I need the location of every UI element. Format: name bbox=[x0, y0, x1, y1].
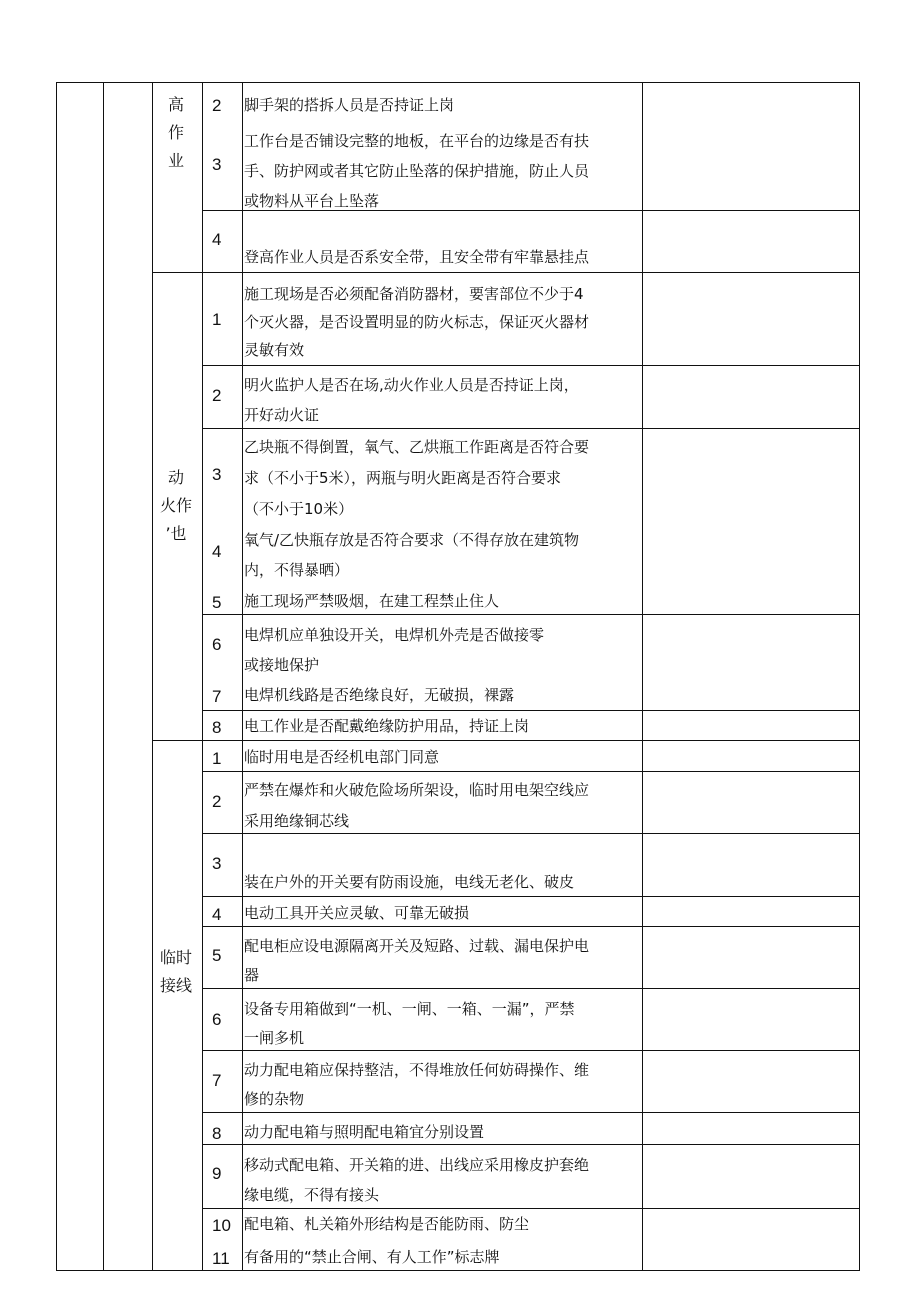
item-text: 配电柜应设电源隔离开关及短路、过载、漏电保护电 器 bbox=[244, 937, 590, 984]
item-text: 配电箱、札关箱外形结构是否能防雨、防尘 bbox=[244, 1215, 530, 1233]
grid-line-v bbox=[642, 82, 643, 1271]
item-text: 登高作业人员是否系安全带，且安全带有牢靠悬挂点 bbox=[244, 248, 590, 266]
item-number: 3 bbox=[212, 155, 222, 174]
item-number: 4 bbox=[212, 542, 222, 561]
grid-line-h bbox=[202, 896, 860, 897]
grid-line-h bbox=[152, 740, 860, 741]
item-number: 4 bbox=[212, 905, 222, 924]
item-text: 电动工具开关应灵敏、可靠无破损 bbox=[244, 904, 470, 922]
item-number: 7 bbox=[212, 687, 222, 706]
grid-line-h bbox=[152, 272, 860, 273]
item-text: 移动式配电箱、开关箱的进、出线应采用橡皮护套绝 缘电缆，不得有接头 bbox=[244, 1156, 590, 1204]
grid-line-h bbox=[56, 1270, 860, 1271]
item-text: 设备专用箱做到“一机、一闸、一箱、一漏”，严禁 一闸多机 bbox=[244, 1000, 575, 1047]
category-hot-work: 动 火作 ’也 bbox=[159, 468, 192, 543]
item-text: 装在户外的开关要有防雨设施，电线无老化、破皮 bbox=[244, 873, 575, 891]
item-number: 11 bbox=[212, 1249, 230, 1268]
item-text: 有备用的“禁止合闸、有人工作”标志牌 bbox=[244, 1248, 500, 1266]
item-text: 乙块瓶不得倒置，氧气、乙烘瓶工作距离是否符合要 求（不小于5米），两瓶与明火距离是否符合要求 （不小于10米） bbox=[244, 438, 590, 518]
item-text: 临时用电是否经机电部门同意 bbox=[244, 748, 440, 766]
item-text: 工作台是否铺设完整的地板，在平台的边缘是否有扶 手、防护网或者其它防止坠落的保护措施，防止人员 或物料从平台上坠落 bbox=[244, 132, 590, 210]
item-number: 8 bbox=[212, 1124, 222, 1143]
item-text: 电焊机线路是否绝缘良好，无破损，裸露 bbox=[244, 686, 515, 704]
item-number: 6 bbox=[212, 1010, 222, 1029]
item-text: 电焊机应单独设开关，电焊机外壳是否做接零 或接地保护 bbox=[244, 626, 545, 674]
item-number: 7 bbox=[212, 1071, 222, 1090]
grid-line-v bbox=[202, 82, 203, 1271]
grid-line-h bbox=[56, 82, 860, 83]
item-number: 5 bbox=[212, 593, 222, 612]
item-number: 8 bbox=[212, 718, 222, 737]
item-text: 动力配电箱应保持整洁，不得堆放任何妨碍操作、维 修的杂物 bbox=[244, 1061, 590, 1108]
item-number: 2 bbox=[212, 386, 222, 405]
item-number: 9 bbox=[212, 1164, 222, 1183]
grid-line-v bbox=[152, 82, 153, 1271]
item-number: 5 bbox=[212, 946, 222, 965]
grid-line-h bbox=[202, 365, 860, 366]
category-temp-wiring: 临时 接线 bbox=[159, 948, 192, 995]
item-number: 2 bbox=[212, 96, 222, 115]
item-text: 施工现场严禁吸烟，在建工程禁止住人 bbox=[244, 592, 500, 610]
grid-line-v bbox=[56, 82, 57, 1271]
item-text: 施工现场是否必须配备消防器材，要害部位不少于4 个灭火器，是否设置明显的防火标志，保证灭火器材 灵敏有效 bbox=[244, 285, 590, 359]
grid-line-h bbox=[202, 614, 860, 615]
grid-line-v bbox=[103, 82, 104, 1271]
grid-line-v bbox=[859, 82, 860, 1271]
grid-line-h bbox=[202, 926, 860, 927]
item-text: 明火监护人是否在场,动火作业人员是否持证上岗， 开好动火证 bbox=[244, 376, 579, 424]
item-number: 2 bbox=[212, 792, 222, 811]
item-number: 6 bbox=[212, 635, 222, 654]
item-number: 1 bbox=[212, 310, 222, 329]
item-text: 动力配电箱与照明配电箱宜分别设置 bbox=[244, 1123, 485, 1141]
grid-line-h bbox=[202, 710, 860, 711]
item-number: 3 bbox=[212, 465, 222, 484]
item-number: 3 bbox=[212, 854, 222, 873]
item-text: 严禁在爆炸和火破危险场所架设，临时用电架空线应 采用绝缘铜芯线 bbox=[244, 781, 590, 830]
item-number: 4 bbox=[212, 230, 222, 249]
category-height-work: 高 作 业 bbox=[167, 95, 184, 170]
item-number: 10 bbox=[212, 1216, 231, 1235]
item-text: 电工作业是否配戴绝缘防护用品，持证上岗 bbox=[244, 717, 530, 735]
grid-line-v bbox=[242, 82, 243, 1271]
item-number: 1 bbox=[212, 749, 222, 768]
item-text: 氧气/乙快瓶存放是否符合要求（不得存放在建筑物 内，不得暴晒） bbox=[244, 531, 580, 579]
grid-line-h bbox=[202, 771, 860, 772]
item-text: 脚手架的搭拆人员是否持证上岗 bbox=[244, 96, 455, 114]
